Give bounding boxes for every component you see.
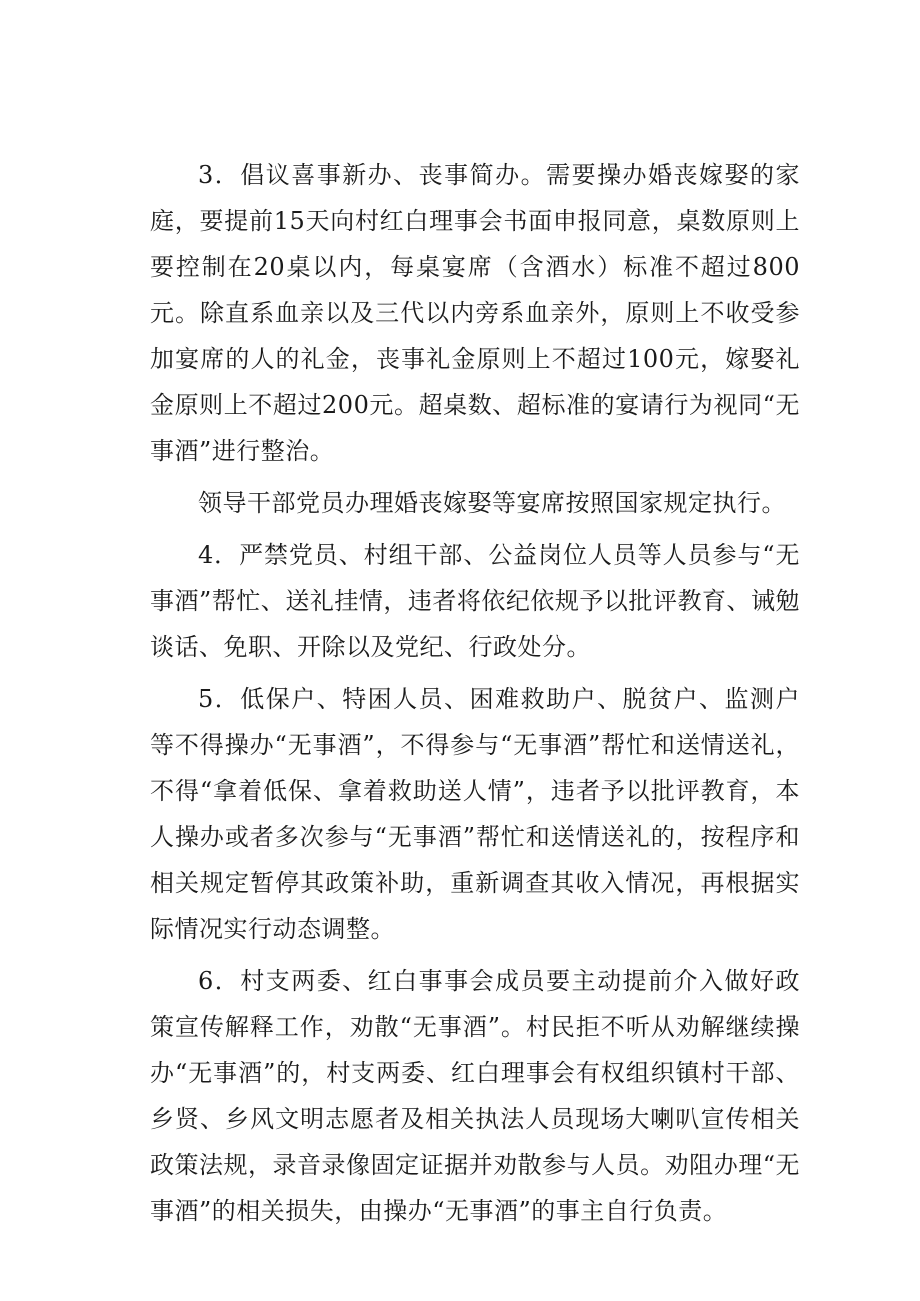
paragraph-item-4: 4．严禁党员、村组干部、公益岗位人员等人员参与“无事酒”帮忙、送礼挂情，违者将依纪依规予以批评教育、诫勉谈话、免职、开除以及党纪、行政处分。 [150, 541, 800, 661]
document-body [150, 152, 800, 1240]
paragraph-item-6: 6．村支两委、红白事事会成员要主动提前介入做好政策宣传解释工作，劝散“无事酒”。村民拒不听从劝解继续操办“无事酒”的，村支两委、红白理事会有权组织镇村干部、乡贤、乡风文明志愿者及相关执法人员现场大喇叭宣传相关政策法规，录音录像固定证据并劝散参与人员。劝阻办理“无事酒”的相关损失，由操办“无事酒”的事主自行负责。 [150, 967, 800, 1225]
paragraph-leader-cadres: 领导干部党员办理婚丧嫁娶等宴席按照国家规定执行。 [198, 489, 786, 517]
paragraph-item-5: 5．低保户、特困人员、困难救助户、脱贫户、监测户等不得操办“无事酒”，不得参与“无事酒”帮忙和送情送礼，不得“拿着低保、拿着救助送人情”，违者予以批评教育，本人操办或者多次参与“无事酒”帮忙和送情送礼的，按程序和相关规定暂停其政策补助，重新调查其收入情况，再根据实际情况实行动态调整。 [150, 685, 800, 943]
paragraph-item-3: 3．倡议喜事新办、丧事简办。需要操办婚丧嫁娶的家庭，要提前15天向村红白理事会书面申报同意，桌数原则上要控制在20桌以内，每桌宴席（含酒水）标准不超过800元。除直系血亲以及三代以内旁系血亲外，原则上不收受参加宴席的人的礼金，丧事礼金原则上不超过100元，嫁娶礼金原则上不超过200元。超桌数、超标准的宴请行为视同“无事酒”进行整治。 [150, 161, 800, 465]
